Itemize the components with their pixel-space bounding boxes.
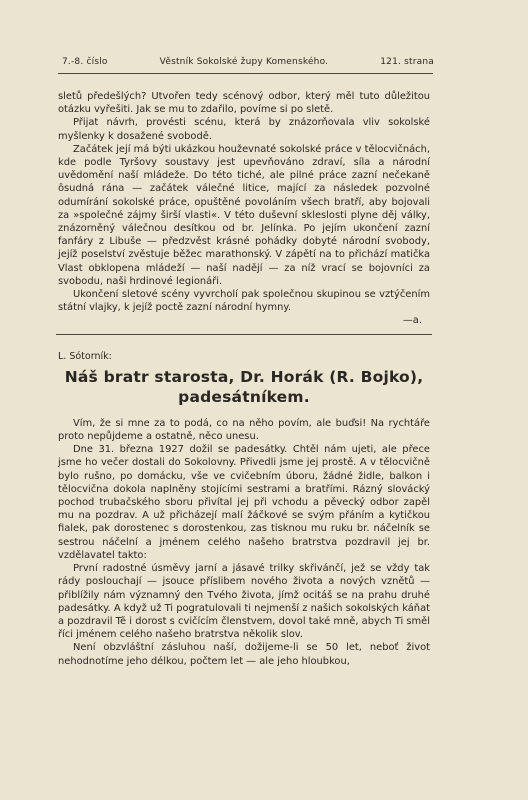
issue-number: 7.-8. číslo: [62, 57, 108, 67]
article1-paragraph-4: Ukončení sletové scény vyvrcholí pak společnou skupinou se vztýčením státní vlajky, k jejíž poctě zazní národní hymny.: [58, 289, 430, 314]
article1-paragraph-3: Začátek její má býti ukázkou houževnaté sokolské práce v tělocvičnách, kde podle Tyršovy soustavy jest upevňováno zdraví, síla a národní uvědomění naší mládeže. Do této tiché, ale pilné práce zazní nečekaně ôsudná rána — začátek válečné litice, mající za následek pozvolné odumírání sokolské práce, opuštěné povoláním všech bratří, aby bojovali za »společné zájmy širší vlasti«. V této duševní skleslosti plyne děj války, znázorněný válečnou desítkou od br. Jelínka. Po jejím ukončení zazní fanfáry z Libuše — předzvěst krásné pohádky dobyté národní svobody, jejíž poselství zvěstuje běžec marathonský. V zápětí na to přichází matička Vlast obklopena mládeží — naší nadějí — za níž vrací se bojovníci za svobodu, naši hrdinové legionáři.: [58, 143, 430, 287]
article2-paragraph-1: Vím, že si mne za to podá, co na něho povím, ale buďsi! Na rychtáře proto nepůjdeme a ostatně, něco unesu.: [58, 417, 430, 443]
running-head: [62, 57, 434, 67]
page-number: 121. strana: [380, 57, 434, 67]
article2-title: Náš bratr starosta, Dr. Horák (R. Bojko), padesátníkem.: [64, 367, 424, 406]
article-separator: [56, 334, 432, 335]
article2-paragraph-4: Není obzvláštní zásluhou naší, dožijeme-li se 50 let, neboť život nehodnotíme jeho délkou, počtem let — ale jeho hloubkou,: [58, 642, 430, 667]
article1-signature: —a.: [402, 315, 422, 327]
article2-paragraph-3: První radostné úsměvy jarní a jásavé trilky skřivánčí, jež se vždy tak rády poslouchají — jsouce příslibem nového života a nových vznětů — přiblížily nám významný den Tvého života, jímž ocitáš se na prahu druhé padesátky. A když už Ti pogratulovali ti nejmenší z našich sokolských káňat a pozdravil Tě i dorost s cvičícím členstvem, dovol také mně, abych Ti směl říci jménem celého našeho bratrstva několik slov.: [58, 563, 430, 641]
article1-paragraph-2: Přijat návrh, provésti scénu, která by znázorňovala vliv sokolské myšlenky k dosažené svobodě.: [58, 117, 430, 142]
article1-paragraph-1: sletů předešlých? Utvořen tedy scénový odbor, který měl tuto důležitou otázku vyřešiti. Jak se mu to zdařilo, povíme si po sletě.: [58, 91, 430, 116]
journal-title: Věstník Sokolské župy Komenského.: [159, 57, 329, 67]
header-rule: [58, 73, 433, 74]
page-body: [58, 90, 430, 668]
article2-author: L. Sótorník:: [58, 350, 112, 362]
article2-paragraph-2: Dne 31. března 1927 dožil se padesátky. Chtěl nám ujeti, ale přece jsme ho večer dostali do Sokolovny. Přivedli jsme jej prostě. A v tělocvičně bylo rušno, po domácku, vše ve cvičebním úboru, žádné židle, balkon i tělocvična dokola naplněny stojícími sestrami a bratřími. Rázný slovácký pochod trubačského sboru přivítal jej při vchodu a pěvecký odbor zapěl mu na pozdrav. A už přicházejí malí žáčkové se svým přáním a kytičkou fialek, pak dorostenec s dorostenkou, zas tisknou mu ruku br. náčelník se sestrou náčelní a jménem celého našeho bratrstva pozdravil jej br. vzdělavatel takto:: [58, 444, 430, 561]
